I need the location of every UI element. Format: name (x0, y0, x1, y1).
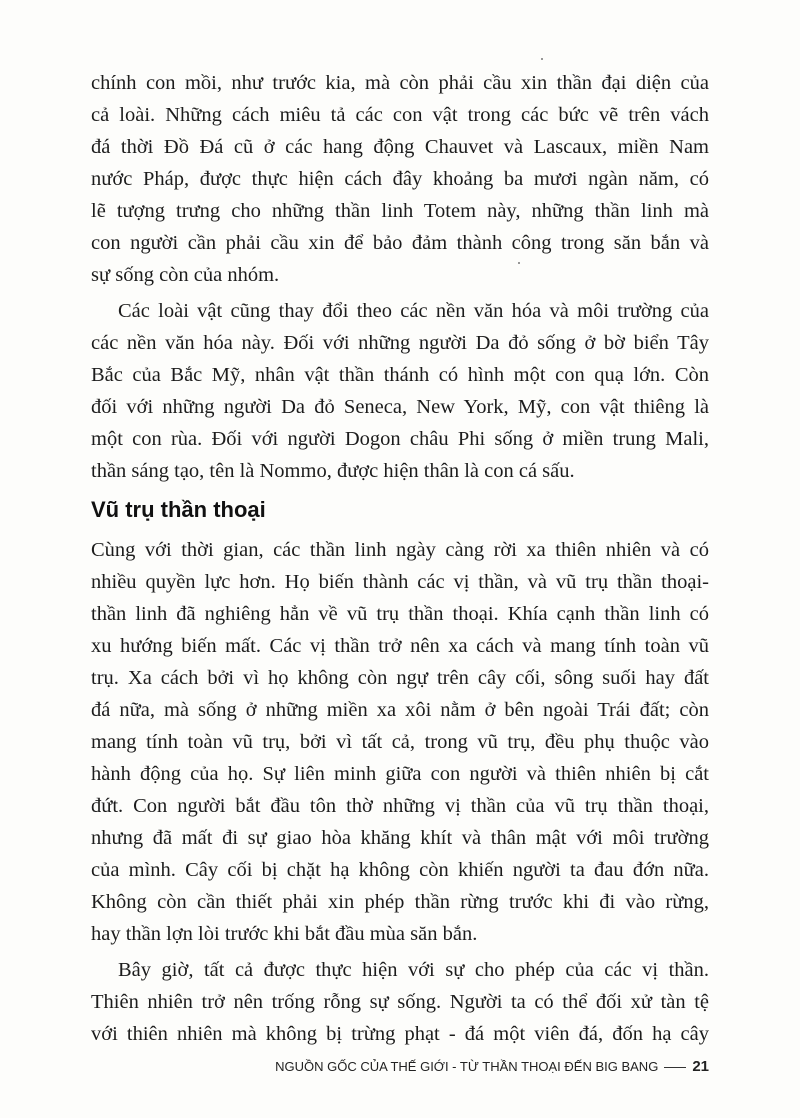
page-number: 21 (692, 1058, 709, 1075)
text-line: nhưng đã mất đi sự giao hòa khăng khít và thân mật với môi trường (91, 827, 709, 849)
text-line: xu hướng biến mất. Các vị thần trở nên xa cách và mang tính toàn vũ (91, 635, 709, 657)
scan-speck (541, 58, 543, 60)
text-line: thần linh đã nghiêng hẳn về vũ trụ thần thoại. Khía cạnh thần linh có (91, 603, 709, 625)
text-line: thần sáng tạo, tên là Nommo, được hiện thân là con cá sấu. (91, 460, 575, 482)
text-line: nước Pháp, được thực hiện cách đây khoảng ba mươi ngàn năm, có (91, 168, 709, 190)
text-line: chính con mồi, như trước kia, mà còn phải cầu xin thần đại diện của (91, 72, 709, 94)
text-line: lẽ tượng trưng cho những thần linh Totem này, những thần linh mà (91, 200, 709, 222)
text-line: đối với những người Da đỏ Seneca, New York, Mỹ, con vật thiêng là (91, 396, 709, 418)
text-line: với thiên nhiên mà không bị trừng phạt - đá một viên đá, đốn hạ cây (91, 1023, 709, 1045)
text-line: đá thời Đồ Đá cũ ở các hang động Chauvet và Lascaux, miền Nam (91, 136, 709, 158)
text-line: đứt. Con người bắt đầu tôn thờ những vị thần của vũ trụ thần thoại, (91, 795, 709, 817)
text-line: nhiều quyền lực hơn. Họ biến thành các vị thần, và vũ trụ thần thoại- (91, 571, 709, 593)
text-line: các nền văn hóa này. Đối với những người Da đỏ sống ở bờ biển Tây (91, 332, 709, 354)
text-line: Cùng với thời gian, các thần linh ngày càng rời xa thiên nhiên và có (91, 539, 709, 561)
text-line: hành động của họ. Sự liên minh giữa con người và thiên nhiên bị cắt (91, 763, 709, 785)
page-footer (0, 1056, 709, 1078)
text-line: mang tính toàn vũ trụ, bởi vì tất cả, trong vũ trụ, đều phụ thuộc vào (91, 731, 709, 753)
text-line: sự sống còn của nhóm. (91, 264, 280, 286)
text-line: Bắc của Bắc Mỹ, nhân vật thần thánh có hình một con quạ lớn. Còn (91, 364, 709, 386)
running-title: NGUỒN GỐC CỦA THẾ GIỚI - TỪ THẦN THOẠI ĐẾN BIG BANG (275, 1059, 659, 1074)
text-line: hay thần lợn lòi trước khi bắt đầu mùa săn bắn. (91, 923, 478, 945)
scan-speck (518, 262, 520, 264)
text-line: của mình. Cây cối bị chặt hạ không còn khiến người ta đau đớn nữa. (91, 859, 709, 881)
text-line: con người cần phải cầu xin để bảo đảm thành công trong săn bắn và (91, 232, 709, 254)
text-line: trụ. Xa cách bởi vì họ không còn ngự trên cây cối, sông suối hay đất (91, 667, 709, 689)
text-line: Các loài vật cũng thay đổi theo các nền văn hóa và môi trường của (118, 300, 709, 322)
footer-dash (664, 1067, 686, 1068)
section-heading: Vũ trụ thần thoại (91, 497, 266, 522)
text-line: cả loài. Những cách miêu tả các con vật trong các bức vẽ trên vách (91, 104, 709, 126)
text-line: Không còn cần thiết phải xin phép thần rừng trước khi đi vào rừng, (91, 891, 709, 913)
text-line: Bây giờ, tất cả được thực hiện với sự cho phép của các vị thần. (118, 959, 709, 981)
text-line: đá nữa, mà sống ở những miền xa xôi nằm ở bên ngoài Trái đất; còn (91, 699, 709, 721)
text-line: Thiên nhiên trở nên trống rỗng sự sống. Người ta có thể đối xử tàn tệ (91, 991, 709, 1013)
text-line: một con rùa. Đối với người Dogon châu Phi sống ở miền trung Mali, (91, 428, 709, 450)
